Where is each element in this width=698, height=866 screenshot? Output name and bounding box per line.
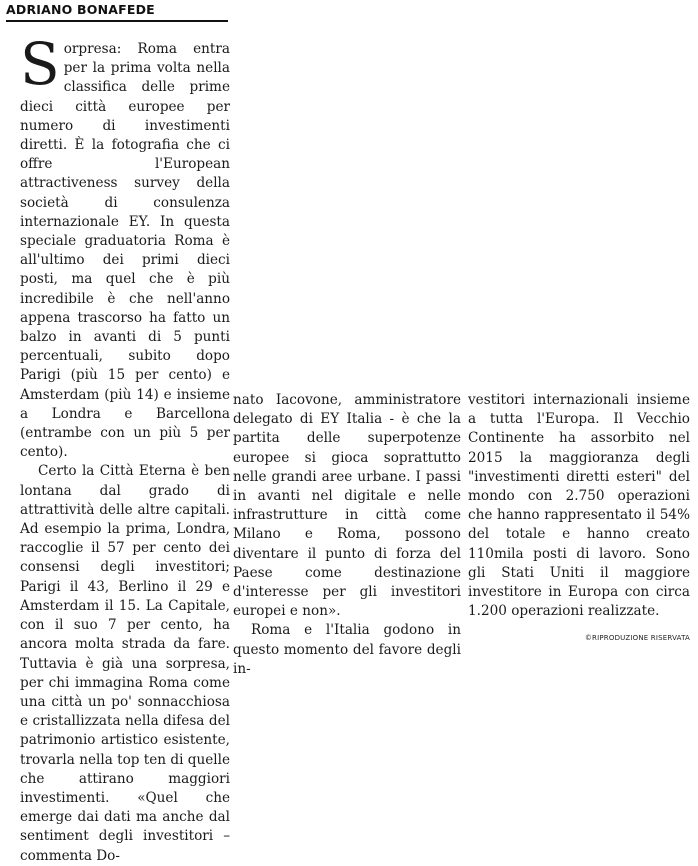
byline-divider xyxy=(6,20,228,22)
article-column-1 xyxy=(20,30,230,866)
article-paragraph: Roma e l'Italia godono in questo momento del favore degli in- xyxy=(233,622,461,677)
author-byline: ADRIANO BONAFEDE xyxy=(6,2,155,17)
article-column-3 xyxy=(468,391,690,621)
article-paragraph: Certo la Città Eterna è ben lontana dal grado di attrattività delle altre capitali. Ad esempio la prima, Londra, raccoglie il 57 per cento dei consensi degli investitori; Parigi il 43, Berlino il 29 e Amsterdam il 15. La Capitale, con il suo 7 per cento, ha ancora molta strada da fare. Tuttavia è già una sorpresa, per chi immagina Roma come una città un po' sonnacchiosa e cristallizzata nella difesa del patrimonio artistico esistente, trovarla nella top ten di quelle che attirano maggiori investimenti. «Quel che emerge dai dati ma anche dal sentiment degli investitori – commenta Do- xyxy=(20,463,230,864)
article-paragraph xyxy=(20,30,230,462)
article-paragraph: nato Iacovone, amministratore delegato di EY Italia - è che la partita delle superpotenze europee si gioca soprattutto nelle grandi aree urbane. I passi in avanti nel digitale e nelle infrastrutture in città come Milano e Roma, possono diventare il punto di forza del Paese come destinazione d'interesse per gli investitori europei e non». xyxy=(233,392,461,620)
copyright-notice: ©RIPRODUZIONE RISERVATA xyxy=(584,634,690,642)
paragraph-text: orpresa: Roma entra per la prima volta nella classifica delle prime dieci città europee per numero di investimenti diretti. È la fotografia che ci offre l'European attractiveness survey della società di consulenza internazionale EY. In questa speciale graduatoria Roma è all'ultimo dei primi dieci posti, ma quel che è più incredibile è che nell'anno appena trascorso ha fatto un balzo in avanti di 5 punti percentuali, subito dopo Parigi (più 15 per cento) e Amsterdam (più 14) e insieme a Londra e Barcellona (entrambe con un più 5 per cento). xyxy=(20,41,230,461)
article-paragraph: vestitori internazionali insieme a tutta l'Europa. Il Vecchio Continente ha assorbito nel 2015 la maggioranza degli "investimenti diretti esteri" del mondo con 2.750 operazioni che hanno rappresentato il 54% del totale e hanno creato 110mila posti di lavoro. Sono gli Stati Uniti il maggiore investitore in Europa con circa 1.200 operazioni realizzate. xyxy=(468,392,690,620)
article-column-2 xyxy=(233,391,461,679)
drop-cap: S xyxy=(20,30,60,98)
